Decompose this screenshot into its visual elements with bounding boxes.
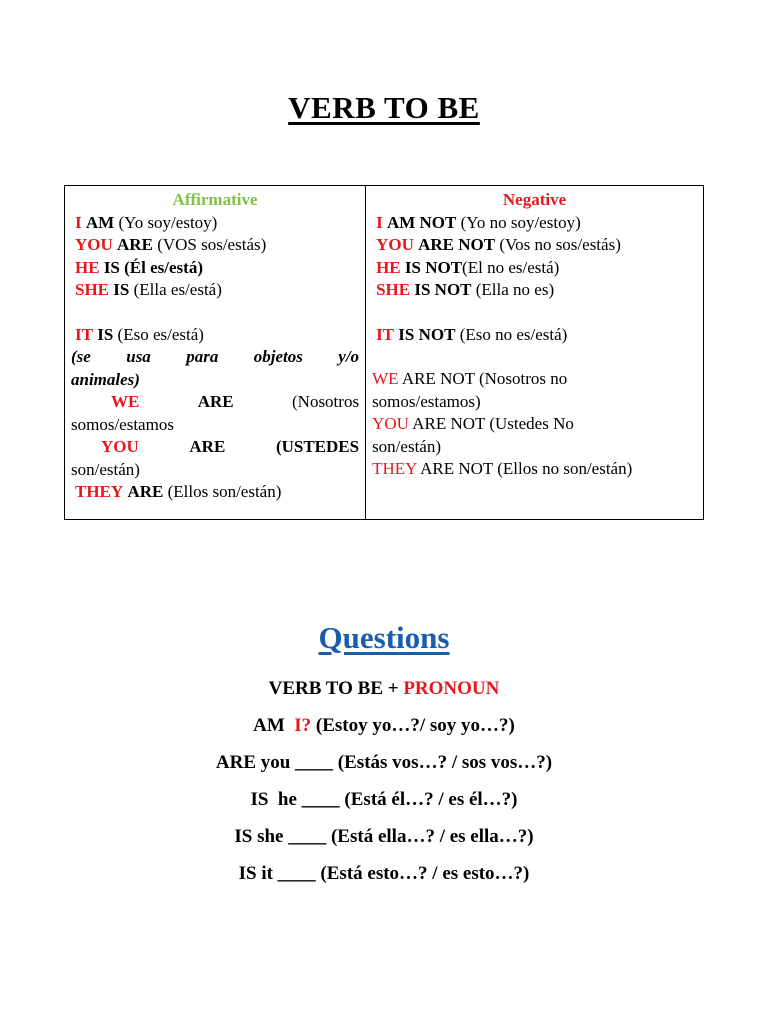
pronoun: HE bbox=[75, 257, 100, 277]
verb: IS NOT bbox=[414, 280, 472, 299]
q-pronoun: I? bbox=[294, 715, 312, 736]
q-translation: (Estoy yo…?/ soy yo…?) bbox=[315, 715, 515, 736]
question-line-are-you: ARE you ____ (Estás vos…? / sos vos…?) bbox=[215, 752, 553, 773]
pronoun: I bbox=[75, 212, 82, 232]
neg-row-you bbox=[372, 234, 697, 257]
questions-title: Questions bbox=[318, 620, 450, 655]
formula-left: VERB TO BE + bbox=[268, 678, 399, 699]
formula-right: PRONOUN bbox=[403, 678, 500, 699]
translation: (USTEDES bbox=[275, 437, 360, 456]
neg-row-you-pl bbox=[372, 413, 697, 436]
translation: (Nosotros no bbox=[478, 369, 568, 388]
pronoun: HE bbox=[376, 257, 401, 277]
question-formula bbox=[0, 670, 768, 707]
translation: (Yo soy/estoy) bbox=[118, 212, 218, 232]
verb: IS NOT bbox=[404, 257, 463, 277]
verb: IS bbox=[113, 280, 130, 299]
translation: (Nosotros bbox=[292, 392, 360, 411]
neg-row-you-pl-cont: son/están) bbox=[372, 436, 441, 456]
verb: ARE bbox=[197, 392, 234, 411]
pronoun: IT bbox=[75, 324, 93, 344]
question-line-am bbox=[0, 707, 768, 744]
verb: ARE NOT bbox=[418, 235, 496, 254]
aff-row-they bbox=[71, 481, 359, 504]
aff-row-you-pl bbox=[71, 436, 359, 459]
pronoun: SHE bbox=[75, 280, 110, 299]
translation: (Ustedes No bbox=[489, 414, 574, 433]
questions-section bbox=[0, 620, 768, 892]
verb: AM NOT bbox=[386, 212, 457, 232]
aff-row-we bbox=[71, 391, 359, 414]
neg-row-they bbox=[372, 458, 697, 481]
pronoun: WE bbox=[111, 392, 140, 411]
verb: ARE bbox=[189, 437, 226, 456]
verb: ARE NOT bbox=[401, 369, 475, 388]
question-line-is-she: IS she ____ (Está ella…? / es ella…?) bbox=[234, 826, 534, 847]
aff-note-line2: animales) bbox=[71, 369, 140, 389]
neg-row-she bbox=[372, 279, 697, 302]
aff-row-it bbox=[71, 324, 359, 347]
translation: (El no es/está) bbox=[462, 257, 560, 277]
q-verb: AM bbox=[253, 715, 285, 736]
pronoun: SHE bbox=[376, 280, 411, 299]
verb: ARE bbox=[127, 482, 164, 501]
page-title: VERB TO BE bbox=[288, 90, 480, 125]
verb: AM bbox=[85, 212, 115, 232]
translation: (Él es/está) bbox=[124, 257, 203, 277]
translation: (Eso no es/está) bbox=[459, 324, 568, 344]
neg-row-we-cont: somos/estamos) bbox=[372, 391, 481, 411]
translation: (Ellos no son/están) bbox=[497, 459, 633, 478]
aff-row-i bbox=[71, 212, 359, 235]
aff-row-you-pl-cont: son/están) bbox=[71, 459, 140, 479]
pronoun: YOU bbox=[372, 414, 409, 433]
question-line-is-he: IS he ____ (Está él…? / es él…?) bbox=[250, 789, 518, 810]
verb-to-be-table bbox=[64, 185, 704, 520]
translation: (VOS sos/estás) bbox=[157, 235, 267, 254]
aff-row-you bbox=[71, 234, 359, 257]
neg-row-we bbox=[372, 368, 697, 391]
verb: ARE NOT bbox=[412, 414, 486, 433]
translation: (Ella no es) bbox=[475, 280, 555, 299]
verb: ARE NOT bbox=[420, 459, 493, 478]
neg-row-he bbox=[372, 257, 697, 280]
question-line-is-it: IS it ____ (Está esto…? / es esto…?) bbox=[238, 863, 530, 884]
translation: (Eso es/está) bbox=[117, 324, 204, 344]
negative-column bbox=[366, 186, 703, 519]
verb: IS bbox=[97, 324, 114, 344]
verb: IS NOT bbox=[398, 324, 456, 344]
pronoun: YOU bbox=[101, 437, 139, 456]
verb: IS bbox=[103, 257, 120, 277]
pronoun: YOU bbox=[376, 235, 414, 254]
pronoun: IT bbox=[376, 324, 395, 344]
translation: (Yo no soy/estoy) bbox=[460, 212, 581, 232]
affirmative-column bbox=[65, 186, 366, 519]
negative-header: Negative bbox=[502, 190, 567, 209]
neg-row-it bbox=[372, 324, 697, 347]
pronoun: YOU bbox=[75, 235, 113, 254]
verb: ARE bbox=[117, 235, 153, 254]
pronoun: THEY bbox=[372, 459, 417, 478]
translation: (Vos no sos/estás) bbox=[499, 235, 621, 254]
aff-row-she bbox=[71, 279, 359, 302]
pronoun: THEY bbox=[75, 482, 124, 501]
translation: (Ellos son/están) bbox=[167, 482, 282, 501]
neg-row-i bbox=[372, 212, 697, 235]
pronoun: I bbox=[376, 212, 383, 232]
aff-row-he bbox=[71, 257, 359, 280]
aff-row-we-cont: somos/estamos bbox=[71, 414, 174, 434]
affirmative-header: Affirmative bbox=[172, 190, 258, 209]
pronoun: WE bbox=[372, 369, 399, 388]
aff-note-line1: (se usa para objetos y/o bbox=[71, 347, 360, 366]
translation: (Ella es/está) bbox=[133, 280, 222, 299]
